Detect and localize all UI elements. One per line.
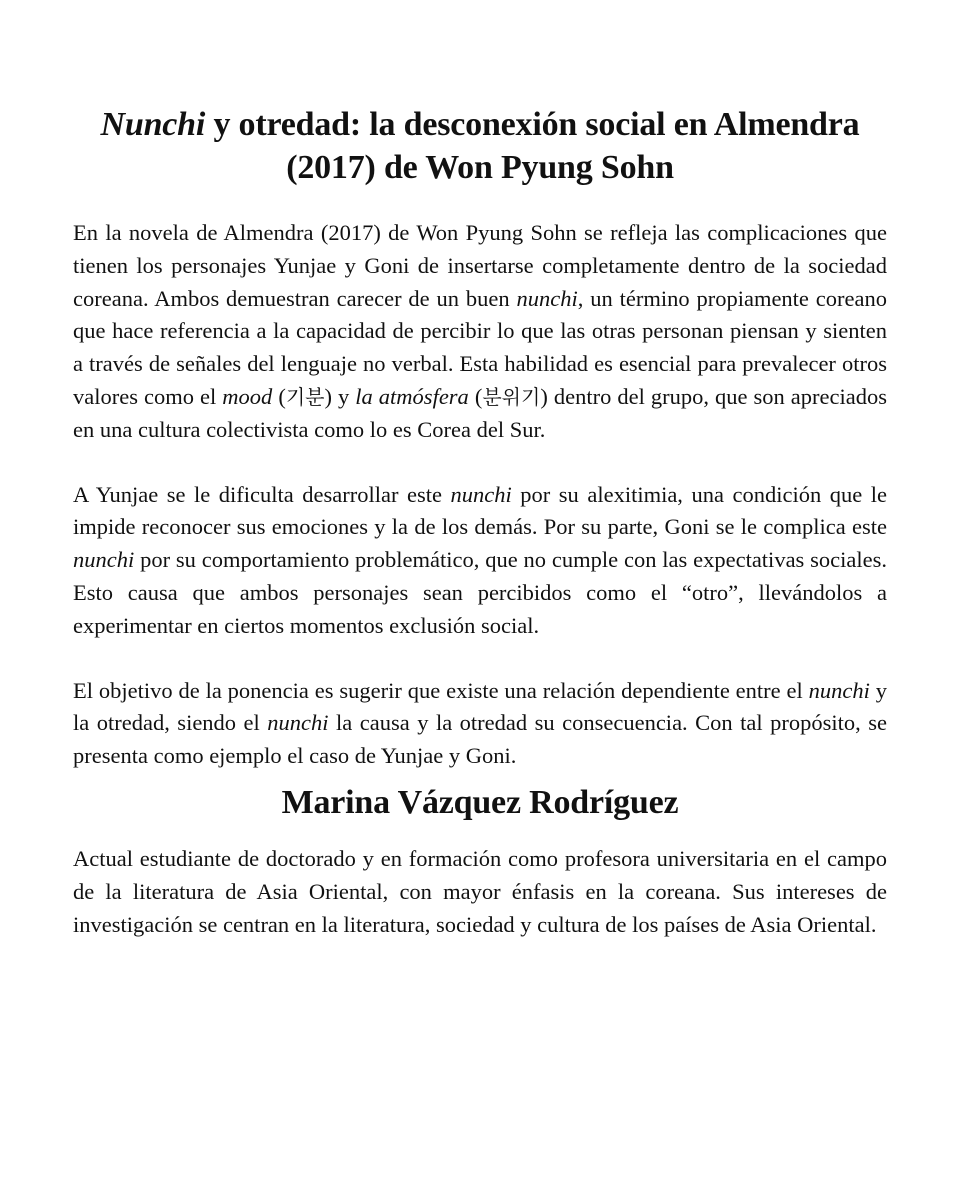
text-span: (: [272, 383, 286, 409]
abstract-paragraph-3: [73, 675, 887, 773]
abstract-paragraph-1: [73, 217, 887, 447]
author-name: Marina Vázquez Rodríguez: [281, 783, 679, 821]
text-span: y la otredad, siendo el: [73, 677, 887, 736]
title-italic-term: Nunchi: [100, 106, 206, 143]
document-title: [73, 103, 887, 189]
text-span: por su comportamiento problemático, que no cumple con las expectativas sociales. Esto causa que ambos personajes sean percibidos como el “otro”, llevándolos a experimentar en ciertos momentos exclusión social.: [73, 547, 887, 638]
italic-term: la atmósfera: [355, 383, 469, 409]
italic-term: nunchi: [450, 481, 512, 507]
italic-term: nunchi: [73, 547, 135, 573]
title-line-1-rest: y otredad: la desconexión social en Almendra: [205, 106, 860, 143]
text-span: , un término propiamente coreano que hace referencia a la capacidad de percibir lo que las otras personan piensan y sienten a través de señales del lenguaje no verbal. Esta habilidad es esencial para prevalecer otros valores como el: [73, 285, 887, 409]
text-span: (: [468, 383, 483, 409]
text-span: En la novela de Almendra (2017) de Won Pyung Sohn se refleja las complicaciones que tienen los personajes Yunjae y Goni de insertarse completamente dentro de la sociedad coreana. Ambos demuestran carecer de un buen: [73, 220, 887, 311]
text-span: ) dentro del grupo, que son apreciados en una cultura colectivista como lo es Corea del Sur.: [73, 383, 887, 442]
text-span: A Yunjae se le dificulta desarrollar este: [73, 481, 451, 507]
italic-term: mood: [222, 383, 273, 409]
text-span: ) y: [324, 383, 356, 409]
abstract-paragraph-2: [73, 479, 887, 643]
document-page: [73, 103, 887, 941]
author-bio: Actual estudiante de doctorado y en formación como profesora universitaria en el campo de la literatura de Asia Oriental, con mayor énfasis en la coreana. Sus intereses de investigación se centran en la literatura, sociedad y cultura de los países de Asia Oriental.: [73, 845, 887, 937]
title-line-2: (2017) de Won Pyung Sohn: [286, 149, 674, 186]
italic-term: nunchi: [267, 710, 329, 736]
italic-term: nunchi: [516, 285, 578, 311]
korean-term: 분위기: [482, 384, 541, 409]
text-span: la causa y la otredad su consecuencia. Con tal propósito, se presenta como ejemplo el caso de Yunjae y Goni.: [73, 710, 887, 769]
text-span: por su alexitimia, una condición que le impide reconocer sus emociones y la de los demás. Por su parte, Goni se le complica este: [73, 481, 887, 540]
text-span: El objetivo de la ponencia es sugerir que existe una relación dependiente entre el: [73, 677, 809, 703]
korean-term: 기분: [285, 384, 325, 409]
title-line-1: [73, 103, 887, 146]
italic-term: nunchi: [808, 677, 870, 703]
